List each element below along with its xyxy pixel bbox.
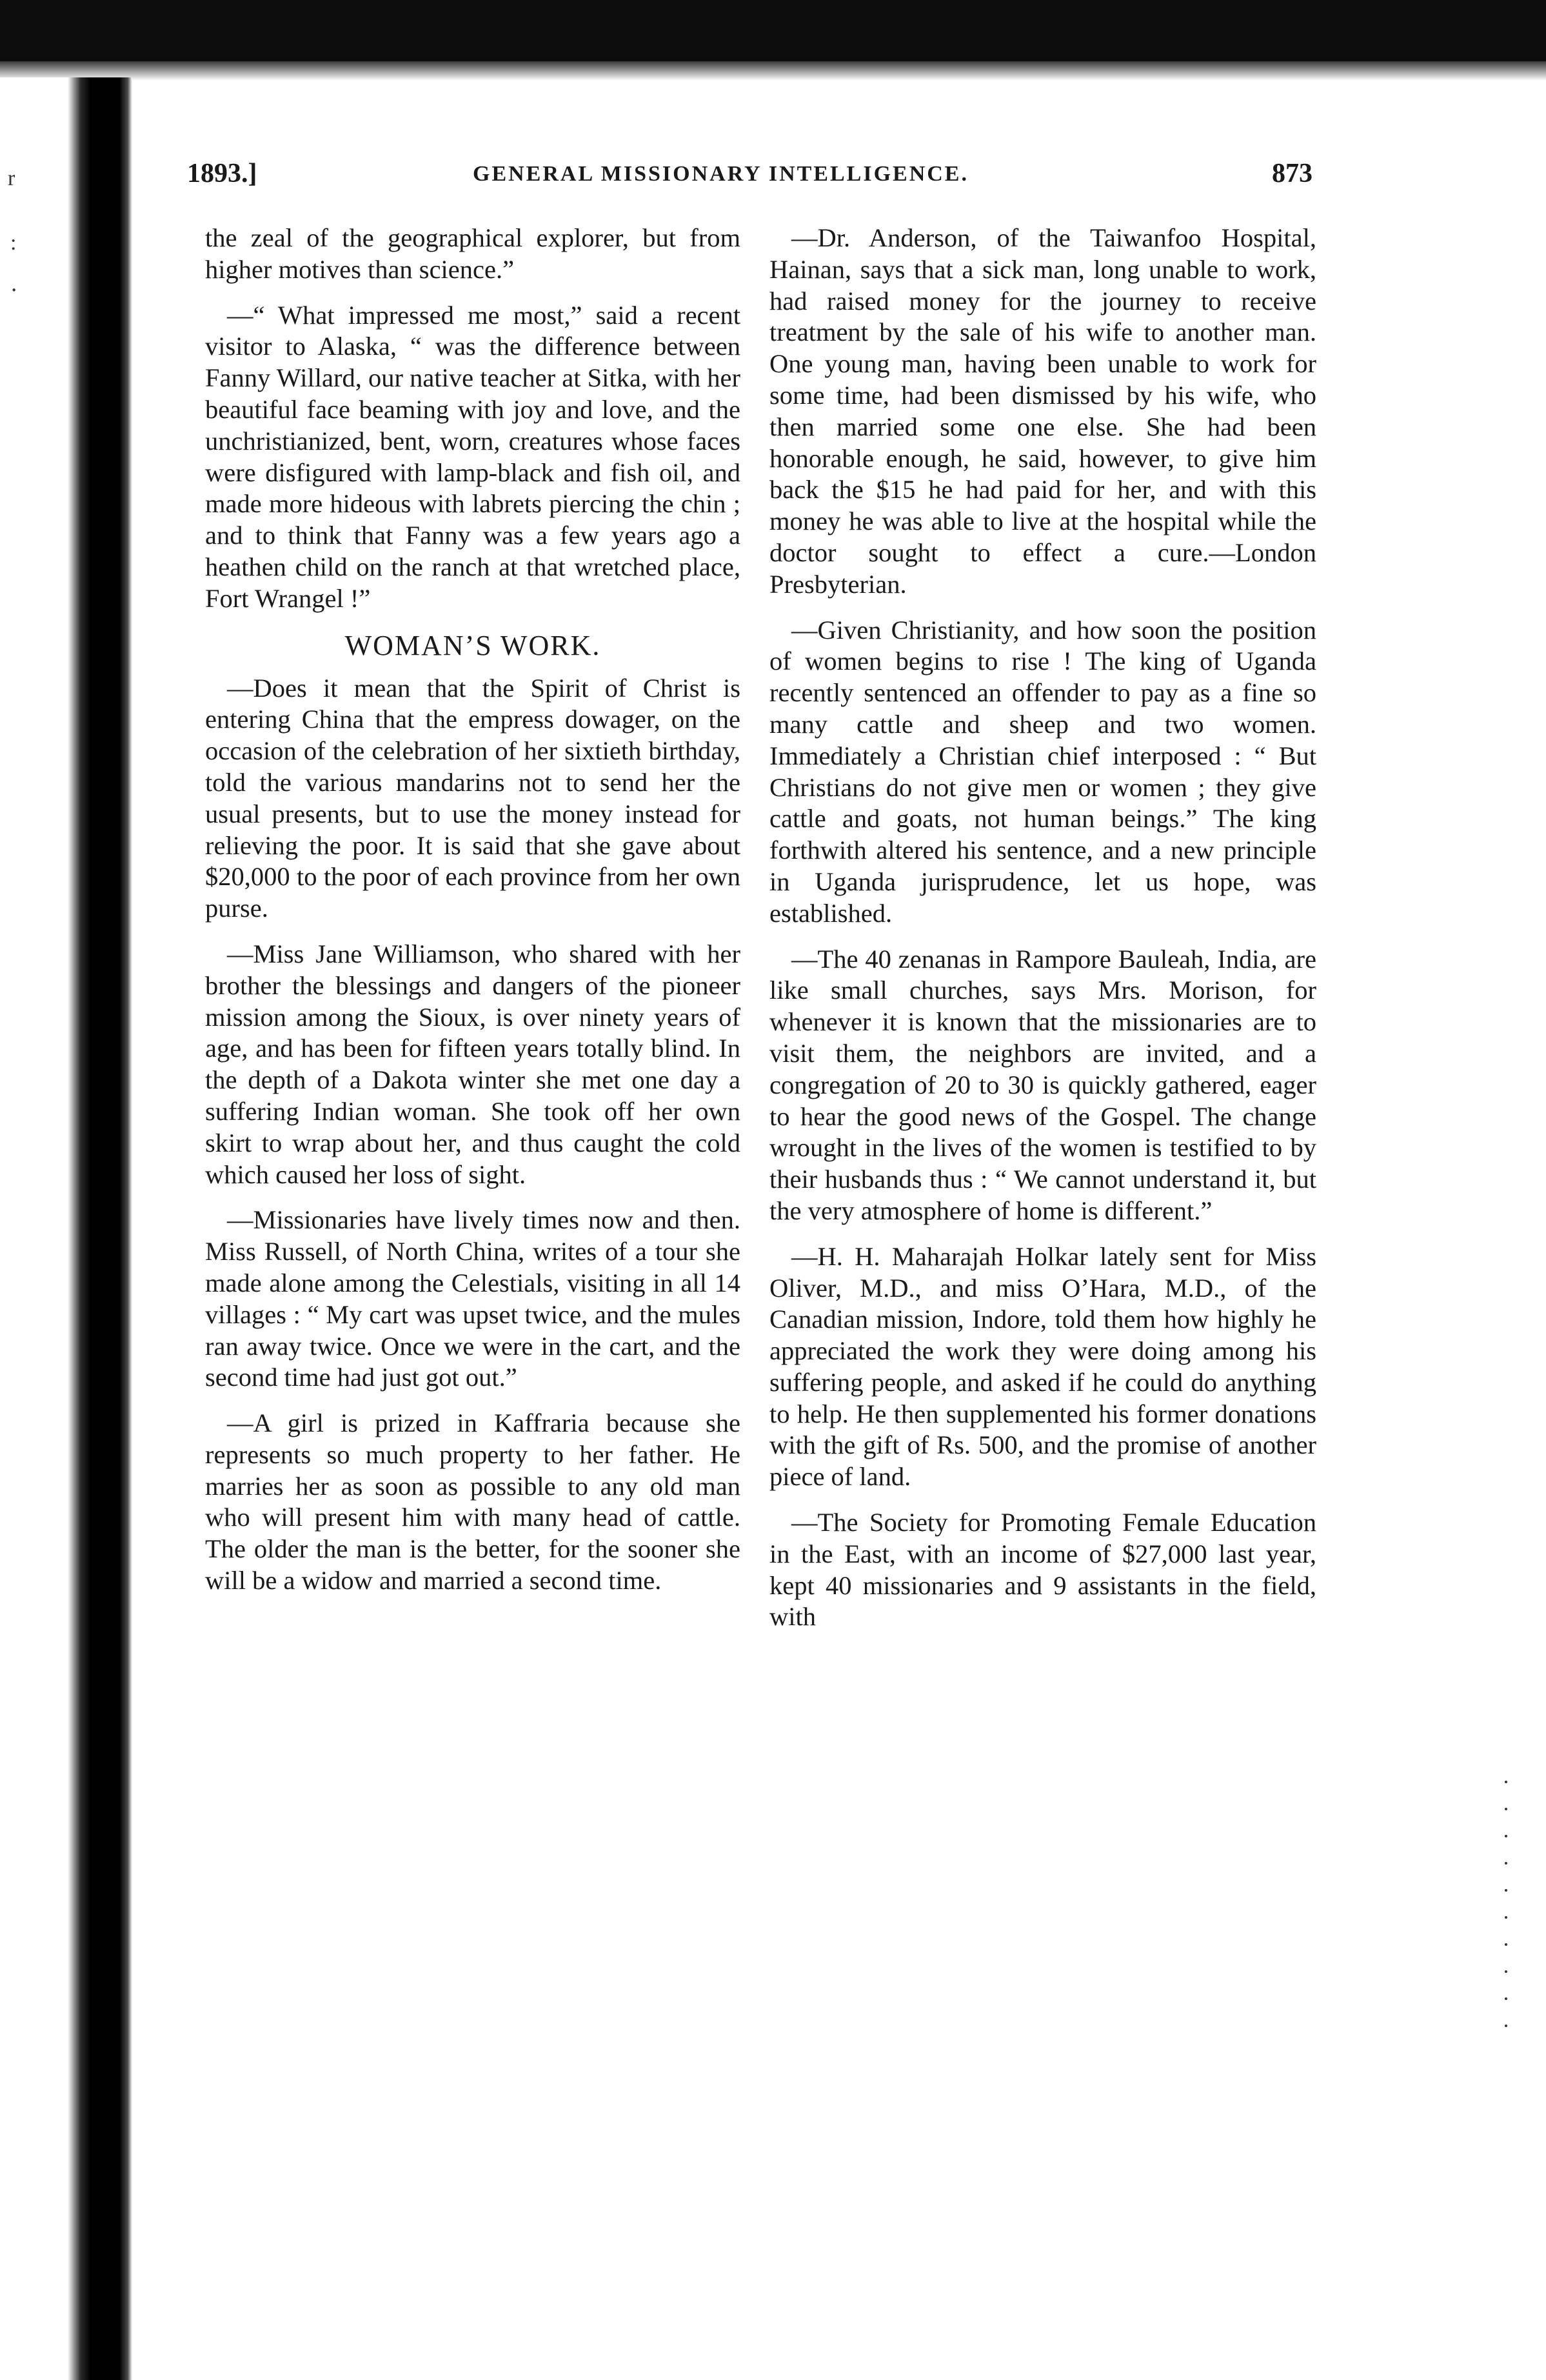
running-title: GENERAL MISSIONARY INTELLIGENCE.: [473, 162, 969, 186]
book-spine-gutter: [0, 77, 132, 2380]
paragraph: —Missionaries have lively times now and then. Miss Russell, of North China, writes of a tour she made alone among the Celestials, visiting in all 14 villages : “ My cart was upset twice, and the mules ran away twice. Once we were in the cart, and the second time had just got out.”: [205, 1205, 740, 1392]
scan-edge-speckles: [1500, 1781, 1512, 2284]
margin-mark: r: [8, 166, 15, 190]
paragraph: —Given Christianity, and how soon the position of women begins to rise ! The king of Uganda recently sentenced an offender to pay as a fine so many cattle and sheep and two women. Immediately a Christian chief interposed : “ But Christians do not give men or women ; they give cattle and goats, not human beings.” The king forthwith altered his sentence, and a new principle in Uganda jurisprudence, let us hope, was established.: [769, 615, 1316, 928]
left-column: [205, 223, 740, 1611]
margin-mark: :: [10, 231, 17, 255]
paragraph: the zeal of the geographical explorer, but from higher motives than science.”: [205, 223, 740, 284]
running-header: [187, 158, 1313, 197]
paragraph: —A girl is prized in Kaffraria because she represents so much property to her father. He marries her as soon as possible to any old man who will present him with many head of cattle. The older the man is the better, for the sooner she will be a widow and married a second time.: [205, 1408, 740, 1595]
section-heading: WOMAN’S WORK.: [344, 629, 601, 661]
scan-top-shadow: [0, 61, 1546, 81]
page-number: 873: [1272, 159, 1313, 188]
header-year: 1893.]: [187, 159, 257, 188]
paragraph: —Does it mean that the Spirit of Christ is entering China that the empress dowager, on the occasion of the celebration of her sixtieth birthday, told the various mandarins not to send her the usual presents, but to use the money instead for relieving the poor. It is said that she gave about $20,000 to the poor of each province from her own purse.: [205, 673, 740, 923]
scan-top-border: [0, 0, 1546, 61]
right-column: [769, 223, 1316, 1647]
paragraph: —Dr. Anderson, of the Taiwanfoo Hospital, Hainan, says that a sick man, long unable to work, had raised money for the journey to receive treatment by the sale of his wife to another man. One young man, having been unable to work for some time, had been dismissed by his wife, who then married some one else. She had been honorable enough, he said, however, to give him back the $15 he had paid for her, and with this money he was able to live at the hospital while the doctor sought to effect a cure.—London Presbyterian.: [769, 223, 1316, 599]
paragraph: —H. H. Maharajah Holkar lately sent for Miss Oliver, M.D., and miss O’Hara, M.D., of the Canadian mission, Indore, told them how highly he appreciated the work they were doing among his suffering people, and asked if he could do anything to help. He then supplemented his former donations with the gift of Rs. 500, and the promise of another piece of land.: [769, 1241, 1316, 1492]
margin-mark: ․: [10, 272, 18, 296]
paragraph: —Miss Jane Williamson, who shared with her brother the blessings and dangers of the pioneer mission among the Sioux, is over ninety years of age, and has been for fifteen years totally blind. In the depth of a Dakota winter she met one day a suffering Indian woman. She took off her own skirt to wrap about her, and thus caught the cold which caused her loss of sight.: [205, 939, 740, 1189]
paragraph: —The Society for Promoting Female Education in the East, with an income of $27,000 last year, kept 40 missionaries and 9 assistants in the field, with: [769, 1508, 1316, 1632]
paragraph: —“ What impressed me most,” said a recent visitor to Alaska, “ was the difference between Fanny Willard, our native teacher at Sitka, with her beautiful face beaming with joy and love, and the unchristianized, bent, worn, creatures whose faces were disfigured with lamp-black and fish oil, and made more hideous with labrets piercing the chin ; and to think that Fanny was a few years ago a heathen child on the ranch at that wretched place, Fort Wrangel !”: [205, 300, 740, 613]
paragraph: —The 40 zenanas in Rampore Bauleah, India, are like small churches, says Mrs. Morison, for whenever it is known that the missionaries are to visit them, the neighbors are invited, and a congregation of 20 to 30 is quickly gathered, eager to hear the good news of the Gospel. The change wrought in the lives of the women is testified to by their husbands thus : “ We cannot understand it, but the very atmosphere of home is different.”: [769, 944, 1316, 1225]
